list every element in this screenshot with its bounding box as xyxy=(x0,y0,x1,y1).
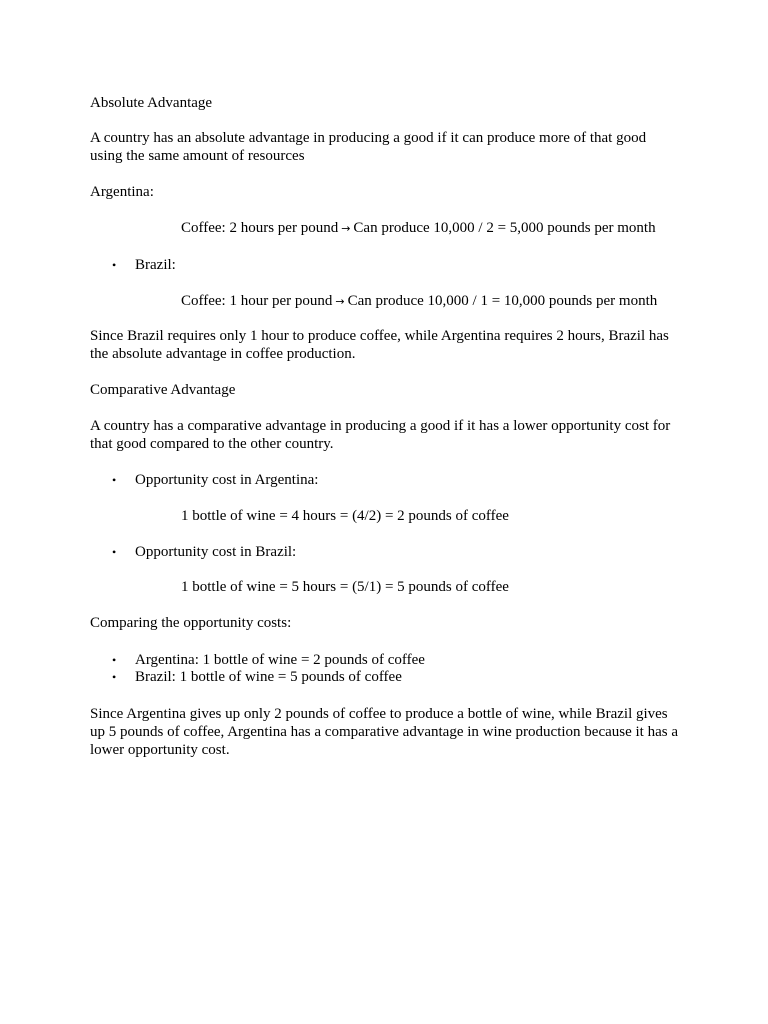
brazil-coffee-output: Can produce 10,000 / 1 = 10,000 pounds per month xyxy=(347,293,658,309)
bullet-icon: • xyxy=(112,670,117,684)
list-item-brazil xyxy=(90,256,680,274)
compare-argentina-text: Argentina: 1 bottle of wine = 2 pounds of coffee xyxy=(135,652,425,668)
heading-absolute-advantage: Absolute Advantage xyxy=(90,95,213,111)
right-arrow-icon: → xyxy=(341,222,351,235)
bullet-icon: • xyxy=(112,258,117,272)
brazil-coffee-rate: Coffee: 1 hour per pound xyxy=(181,293,333,309)
bullet-icon: • xyxy=(112,545,117,559)
definition-comparative-advantage: A country has a comparative advantage in producing a good if it has a lower opportunity cost for that good compared to the other country. xyxy=(90,418,671,452)
opportunity-brazil-calc: 1 bottle of wine = 5 hours = (5/1) = 5 pounds of coffee xyxy=(181,579,509,595)
argentina-coffee-rate: Coffee: 2 hours per pound xyxy=(181,220,339,236)
comparing-label: Comparing the opportunity costs: xyxy=(90,615,292,631)
opportunity-brazil-label: Opportunity cost in Brazil: xyxy=(135,544,297,560)
opportunity-argentina-label: Opportunity cost in Argentina: xyxy=(135,472,319,488)
definition-absolute-advantage: A country has an absolute advantage in producing a good if it can produce more of that good using the same amount of resources xyxy=(90,130,647,164)
argentina-coffee-line xyxy=(181,219,721,238)
opportunity-argentina-calc: 1 bottle of wine = 4 hours = (4/2) = 2 pounds of coffee xyxy=(181,508,509,524)
argentina-coffee-output: Can produce 10,000 / 2 = 5,000 pounds per month xyxy=(353,220,656,236)
brazil-coffee-line xyxy=(181,292,721,311)
brazil-label: Brazil: xyxy=(135,257,176,273)
heading-comparative-advantage: Comparative Advantage xyxy=(90,382,236,398)
bullet-icon: • xyxy=(112,473,117,487)
bullet-icon: • xyxy=(112,653,117,667)
list-item-opportunity-brazil xyxy=(90,543,680,561)
conclusion-absolute-advantage: Since Brazil requires only 1 hour to produce coffee, while Argentina requires 2 hours, Brazil has the absolute advantage in coffee production. xyxy=(90,328,669,362)
argentina-label: Argentina: xyxy=(90,184,154,200)
compare-brazil-text: Brazil: 1 bottle of wine = 5 pounds of coffee xyxy=(135,669,402,685)
conclusion-comparative-advantage: Since Argentina gives up only 2 pounds of coffee to produce a bottle of wine, while Brazil gives up 5 pounds of coffee, Argentina has a comparative advantage in wine production because it has a lower opportunity cost. xyxy=(90,706,679,758)
right-arrow-icon: → xyxy=(335,295,345,308)
list-item-compare-argentina xyxy=(90,651,680,669)
list-item-compare-brazil xyxy=(90,668,680,686)
list-item-opportunity-argentina xyxy=(90,471,680,489)
